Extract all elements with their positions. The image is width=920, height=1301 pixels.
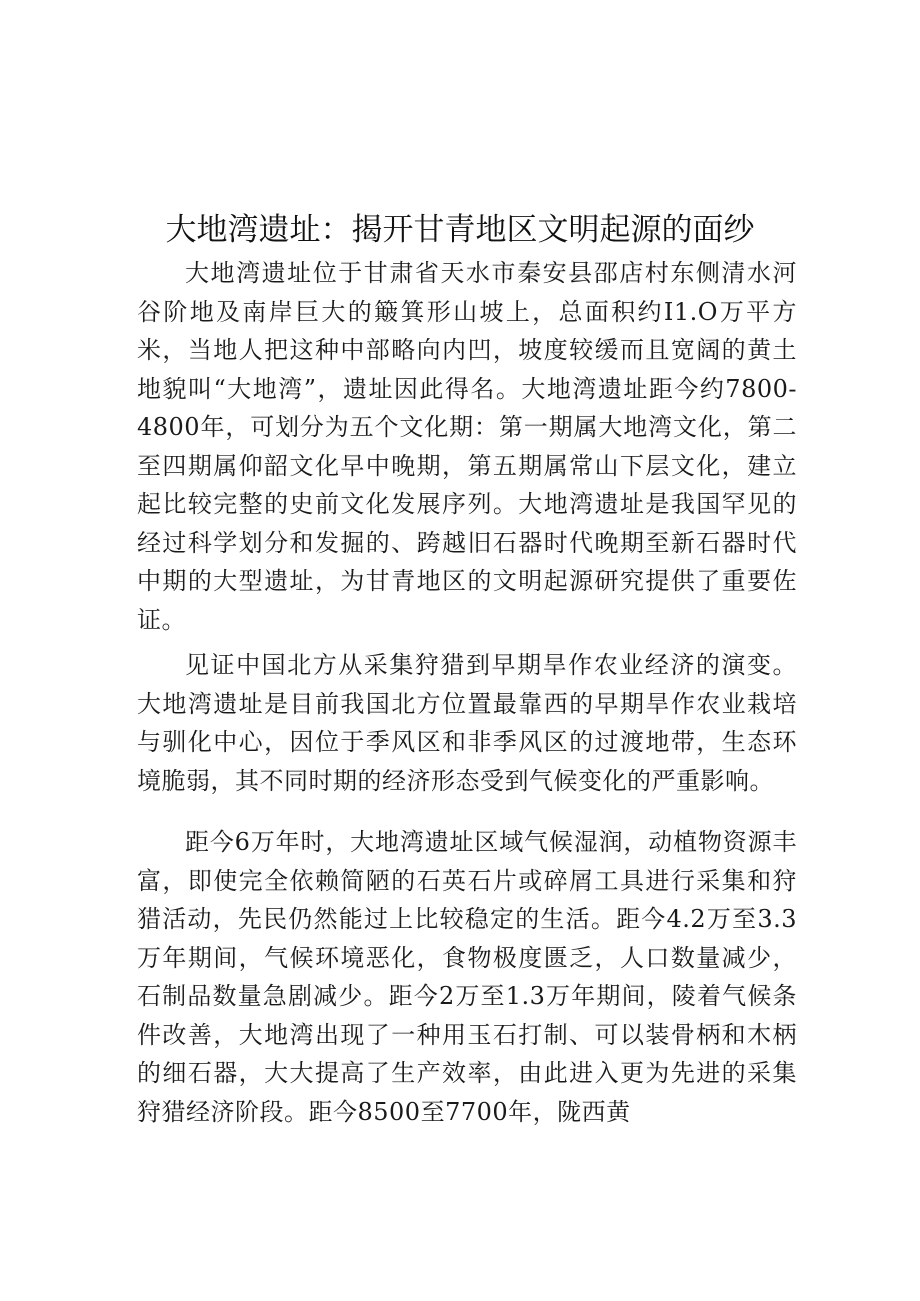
paragraph-agriculture: 见证中国北方从采集狩猎到早期旱作农业经济的演变。大地湾遗址是目前我国北方位置最靠西的早期旱作农业栽培与驯化中心，因位于季风区和非季风区的过渡地带，生态环境脆弱，其不同时期的经济形态受到气候变化的严重影响。 bbox=[137, 651, 797, 795]
paragraph-overview: 大地湾遗址位于甘肃省天水市秦安县邵店村东侧清水河谷阶地及南岸巨大的簸箕形山坡上，总面积约I1.O万平方米，当地人把这种中部略向内凹，坡度较缓而且宽阔的黄土地貌叫“大地湾”，遗址因此得名。大地湾遗址距今约7800-4800年，可划分为五个文化期：第一期属大地湾文化，第二至四期属仰韶文化早中晚期，第五期属常山下层文化，建立起比较完整的史前文化发展序列。大地湾遗址是我国罕见的经过科学划分和发掘的、跨越旧石器时代晚期至新石器时代中期的大型遗址，为甘青地区的文明起源研究提供了重要佐证。 bbox=[137, 259, 797, 634]
document-title: 大地湾遗址：揭开甘青地区文明起源的面纱 bbox=[165, 212, 755, 248]
paragraph-climate-history: 距今6万年时，大地湾遗址区域气候湿润，动植物资源丰富，即使完全依赖简陋的石英石片或碎屑工具进行采集和狩猎活动，先民仍然能过上比较稳定的生活。距今4.2万至3.3万年期间，气候环境恶化，食物极度匮乏，人口数量减少，石制品数量急剧减少。距今2万至1.3万年期间，陵着气候条件改善，大地湾出现了一种用玉石打制、可以装骨柄和木柄的细石器，大大提高了生产效率，由此进入更为先进的采集狩猎经济阶段。距今8500至7700年，陇西黄 bbox=[137, 828, 797, 1126]
